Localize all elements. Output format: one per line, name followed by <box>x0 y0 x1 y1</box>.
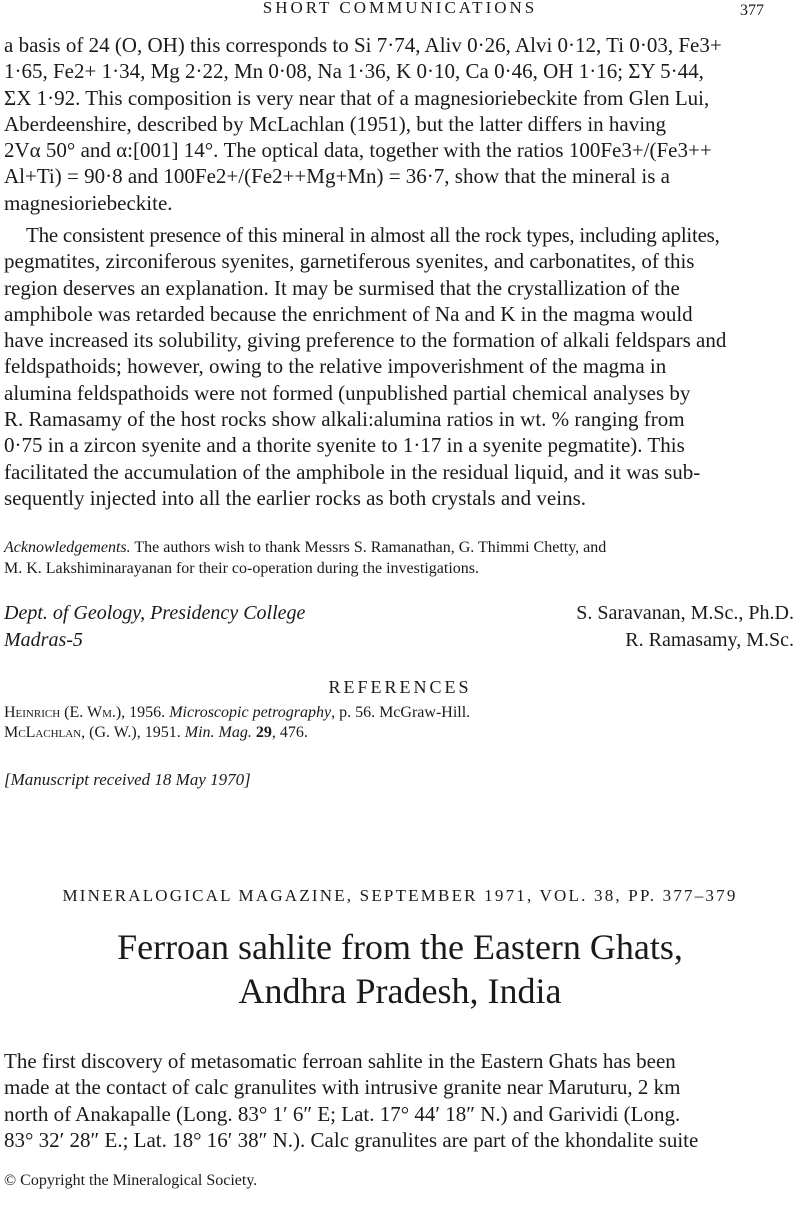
text-line: 1·65, Fe2+ 1·34, Mg 2·22, Mn 0·08, Na 1·36, K 0·10, Ca 0·46, OH 1·16; ΣY 5·44, <box>4 59 704 84</box>
reference-rest: , 476. <box>271 724 308 741</box>
reference-item <box>4 723 470 743</box>
paragraph-composition <box>4 32 794 216</box>
ack-line-2: M. K. Lakshiminarayanan for their co-operation during the investigations. <box>4 560 479 577</box>
text-line: 2Vα 50° and α:[001] 14°. The optical data, together with the ratios 100Fe3+/(Fe3++ <box>4 138 712 163</box>
text-line: R. Ramasamy of the host rocks show alkali:alumina ratios in wt. % ranging from <box>4 407 685 432</box>
ack-lead: Acknowledgements. <box>4 539 131 556</box>
copyright-notice: © Copyright the Mineralogical Society. <box>4 1172 258 1189</box>
ack-line-1 <box>4 537 794 558</box>
paragraph-intro <box>4 1048 794 1153</box>
reference-journal: Min. Mag. <box>184 724 252 741</box>
text-line: sequently injected into all the earlier rocks as both crystals and veins. <box>4 485 586 510</box>
page-number: 377 <box>740 2 764 19</box>
text-line: feldspathoids; however, owing to the relative impoverishment of the magma in <box>4 354 667 379</box>
affiliation-city: Madras-5 <box>4 629 83 651</box>
text-line: pegmatites, zirconiferous syenites, garnetiferous syenites, and carbonatites, of this <box>4 249 695 274</box>
acknowledgements <box>4 537 794 579</box>
text-line: The first discovery of metasomatic ferroan sahlite in the Eastern Ghats has been <box>4 1049 676 1073</box>
reference-author: Heinrich (E. Wm.), 1956. <box>4 704 166 721</box>
text-line: alumina feldspathoids were not formed (unpublished partial chemical analyses by <box>4 380 691 405</box>
ack-text: The authors wish to thank Messrs S. Ramanathan, G. Thimmi Chetty, and <box>130 539 607 556</box>
text-line: amphibole was retarded because the enrichment of Na and K in the magma would <box>4 301 693 326</box>
text-line: a basis of 24 (O, OH) this corresponds to Si 7·74, Aliv 0·26, Alvi 0·12, Ti 0·03, Fe3+ <box>4 33 722 57</box>
references-heading: REFERENCES <box>328 677 472 697</box>
article-title <box>0 925 800 1013</box>
running-header-title: SHORT COMMUNICATIONS <box>262 0 538 17</box>
text-line: facilitated the accumulation of the amphibole in the residual liquid, and it was sub- <box>4 459 701 484</box>
text-line: ΣX 1·92. This composition is very near that of a magnesioriebeckite from Glen Lui, <box>4 85 710 110</box>
text-line: magnesioriebeckite. <box>4 190 173 215</box>
affiliation-dept: Dept. of Geology, Presidency College <box>4 602 306 624</box>
text-line: have increased its solubility, giving preference to the formation of alkali feldspars and <box>4 328 727 353</box>
text-line: 83° 32′ 28″ E.; Lat. 18° 16′ 38″ N.). Calc granulites are part of the khondalite suite <box>4 1127 699 1152</box>
text-line: north of Anakapalle (Long. 83° 1′ 6″ E; Lat. 17° 44′ 18″ N.) and Garividi (Long. <box>4 1101 681 1126</box>
reference-title: Microscopic petrography <box>169 704 332 721</box>
article-title-line-2: Andhra Pradesh, India <box>238 971 562 1011</box>
author-name: S. Saravanan, M.Sc., Ph.D. <box>576 602 794 624</box>
text-line: made at the contact of calc granulites with intrusive granite near Maruturu, 2 km <box>4 1075 681 1100</box>
text-line: The consistent presence of this mineral in almost all the rock types, including aplites, <box>26 223 720 247</box>
author-name: R. Ramasamy, M.Sc. <box>625 629 794 651</box>
author-list <box>576 600 794 654</box>
journal-citation: MINERALOGICAL MAGAZINE, SEPTEMBER 1971, VOL. 38, PP. 377–379 <box>62 886 738 905</box>
text-line: Al+Ti) = 90·8 and 100Fe2+/(Fe2++Mg+Mn) = 36·7, show that the mineral is a <box>4 164 670 189</box>
references-list <box>4 703 470 743</box>
text-line: 0·75 in a zircon syenite and a thorite syenite to 1·17 in a syenite pegmatite). This <box>4 433 685 458</box>
reference-rest: , p. 56. McGraw-Hill. <box>331 704 471 721</box>
running-header <box>0 0 800 22</box>
reference-volume: 29 <box>255 724 272 741</box>
reference-author: McLachlan, (G. W.), 1951. <box>4 724 181 741</box>
reference-item <box>4 703 470 723</box>
manuscript-received: [Manuscript received 18 May 1970] <box>4 770 251 789</box>
text-line: Aberdeenshire, described by McLachlan (1951), but the latter differs in having <box>4 111 667 136</box>
paragraph-discussion <box>4 222 794 511</box>
text-line: region deserves an explanation. It may be surmised that the crystallization of the <box>4 275 680 300</box>
affiliation-address <box>4 600 305 654</box>
article-title-line-1: Ferroan sahlite from the Eastern Ghats, <box>117 927 683 967</box>
